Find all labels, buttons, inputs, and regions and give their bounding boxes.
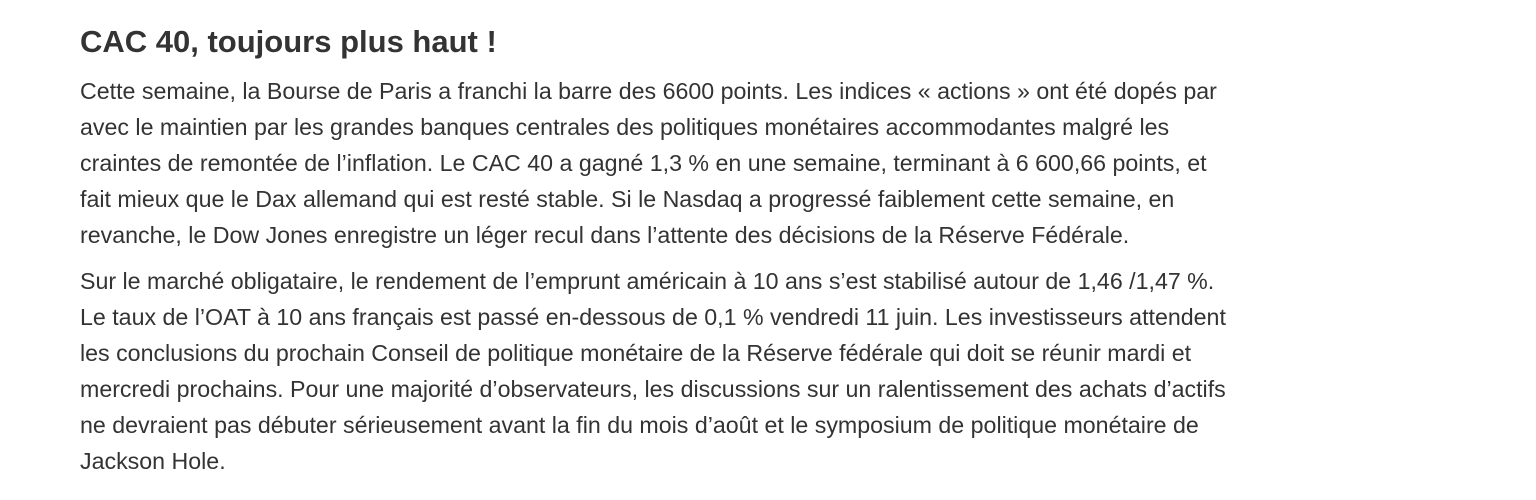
paragraph-line: revanche, le Dow Jones enregistre un léger recul dans l’attente des décisions de la Réserve Fédérale. — [80, 222, 1130, 248]
paragraph-line: Sur le marché obligataire, le rendement de l’emprunt américain à 10 ans s’est stabilisé autour de 1,46 /1,47 %. — [80, 268, 1215, 294]
paragraph-line: ne devraient pas débuter sérieusement avant la fin du mois d’août et le symposium de politique monétaire de — [80, 412, 1199, 438]
article — [80, 20, 1380, 489]
paragraph-line: fait mieux que le Dax allemand qui est resté stable. Si le Nasdaq a progressé faiblement cette semaine, en — [80, 186, 1175, 212]
paragraph-line: avec le maintien par les grandes banques centrales des politiques monétaires accommodantes malgré les — [80, 114, 1170, 140]
paragraph-stock-market — [80, 73, 1380, 253]
paragraph-bond-market — [80, 263, 1380, 479]
paragraph-line: Le taux de l’OAT à 10 ans français est passé en-dessous de 0,1 % vendredi 11 juin. Les investisseurs attendent — [80, 304, 1226, 330]
paragraph-line: mercredi prochains. Pour une majorité d’observateurs, les discussions sur un ralentissement des achats d’actifs — [80, 376, 1226, 402]
paragraph-line: les conclusions du prochain Conseil de politique monétaire de la Réserve fédérale qui doit se réunir mardi et — [80, 340, 1192, 366]
paragraph-line: Jackson Hole. — [80, 448, 226, 474]
paragraph-line: craintes de remontée de l’inflation. Le CAC 40 a gagné 1,3 % en une semaine, terminant à 6 600,66 points, et — [80, 150, 1207, 176]
paragraph-line: Cette semaine, la Bourse de Paris a franchi la barre des 6600 points. Les indices « actions » ont été dopés par — [80, 78, 1217, 104]
article-title: CAC 40, toujours plus haut ! — [80, 24, 497, 59]
